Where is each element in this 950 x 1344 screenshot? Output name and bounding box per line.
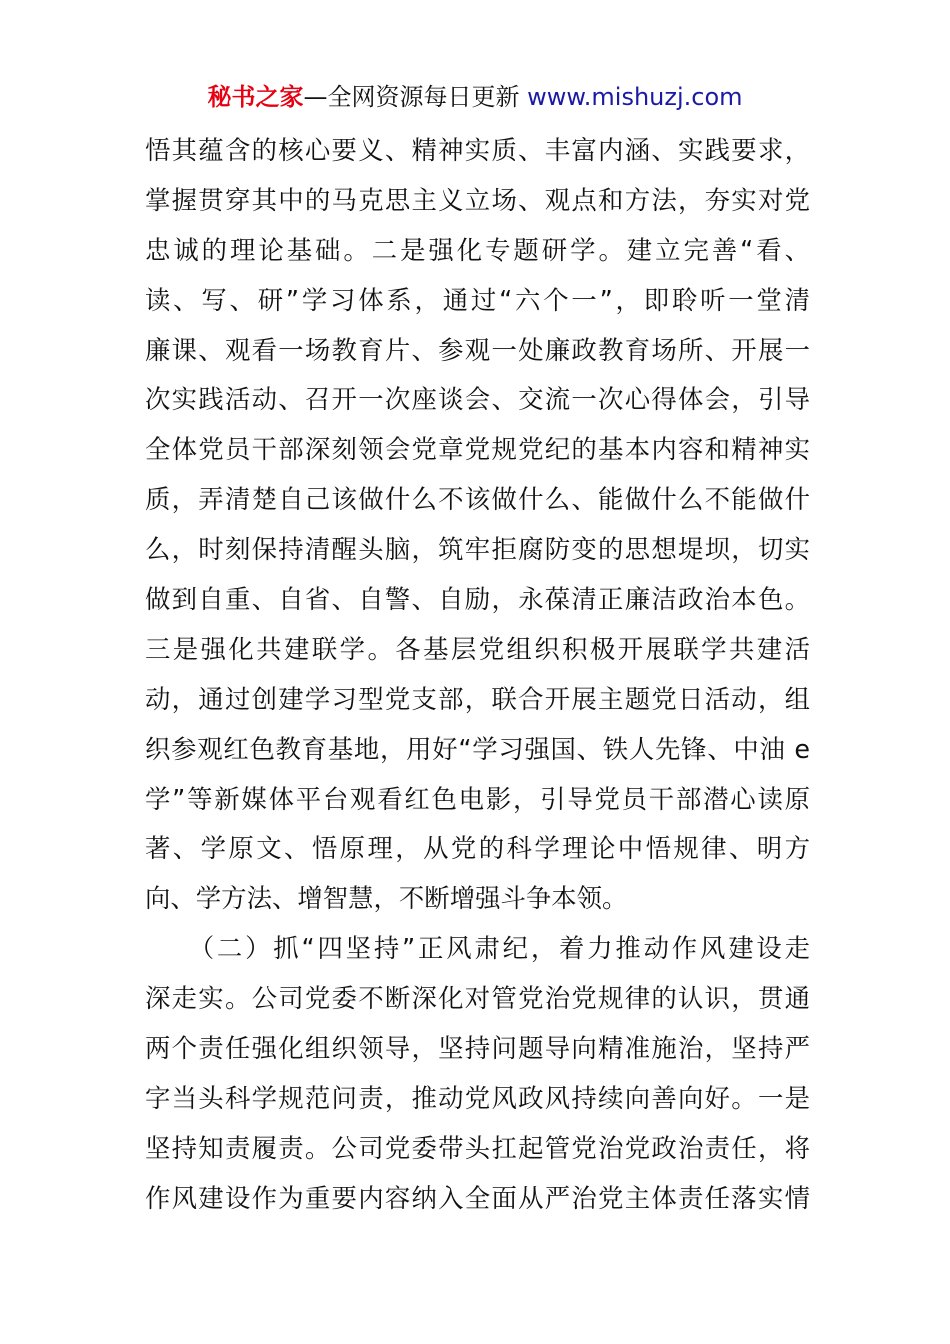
text-line: 两个责任强化组织领导，坚持问题导向精准施治，坚持严: [145, 1033, 810, 1064]
text-line: 掌握贯穿其中的马克思主义立场、观点和方法，夯实对党: [145, 184, 810, 215]
text-line: 坚持知责履责。公司党委带头扛起管党治党政治责任，将: [145, 1132, 810, 1163]
text-line: 织参观红色教育基地，用好“学习强国、铁人先锋、中油 e: [145, 733, 810, 764]
document-body: [145, 126, 810, 1224]
section-heading-line: （二）抓“四坚持”正风肃纪，着力推动作风建设走: [145, 933, 810, 964]
text-line: 著、学原文、悟原理，从党的科学理论中悟规律、明方: [145, 833, 810, 864]
text-line: 悟其蕴含的核心要义、精神实质、丰富内涵、实践要求，: [145, 135, 810, 165]
text-line: 么，时刻保持清醒头脑，筑牢拒腐防变的思想堤坝，切实: [145, 534, 810, 565]
text-line: 三是强化共建联学。各基层党组织积极开展联学共建活: [145, 633, 810, 664]
text-line: 质，弄清楚自己该做什么不该做什么、能做什么不能做什: [145, 484, 810, 515]
text-line: 做到自重、自省、自警、自励，永葆清正廉洁政治本色。: [145, 584, 810, 615]
site-slogan: —全网资源每日更新: [303, 83, 528, 111]
text-line: 学”等新媒体平台观看红色电影，引导党员干部潜心读原: [145, 783, 810, 814]
text-line: 字当头科学规范问责，推动党风政风持续向善向好。一是: [145, 1082, 810, 1113]
text-line: 作风建设作为重要内容纳入全面从严治党主体责任落实情: [145, 1182, 810, 1213]
text-line: 忠诚的理论基础。二是强化专题研学。建立完善“看、: [145, 234, 810, 265]
text-line: 读、写、研”学习体系，通过“六个一”，即聆听一堂清: [145, 284, 810, 315]
text-line: 动，通过创建学习型党支部，联合开展主题党日活动，组: [145, 683, 810, 714]
site-url[interactable]: www.mishuzj.com: [527, 83, 743, 111]
paragraph-end-line: 向、学方法、增智慧，不断增强斗争本领。: [145, 883, 628, 914]
text-line: 深走实。公司党委不断深化对管党治党规律的认识，贯通: [145, 983, 810, 1014]
text-line: 次实践活动、召开一次座谈会、交流一次心得体会，引导: [145, 384, 810, 415]
text-line: 全体党员干部深刻领会党章党规党纪的基本内容和精神实: [145, 434, 810, 465]
site-brand: 秘书之家: [207, 83, 304, 111]
page-header: [0, 80, 950, 114]
text-line: 廉课、观看一场教育片、参观一处廉政教育场所、开展一: [145, 334, 810, 365]
